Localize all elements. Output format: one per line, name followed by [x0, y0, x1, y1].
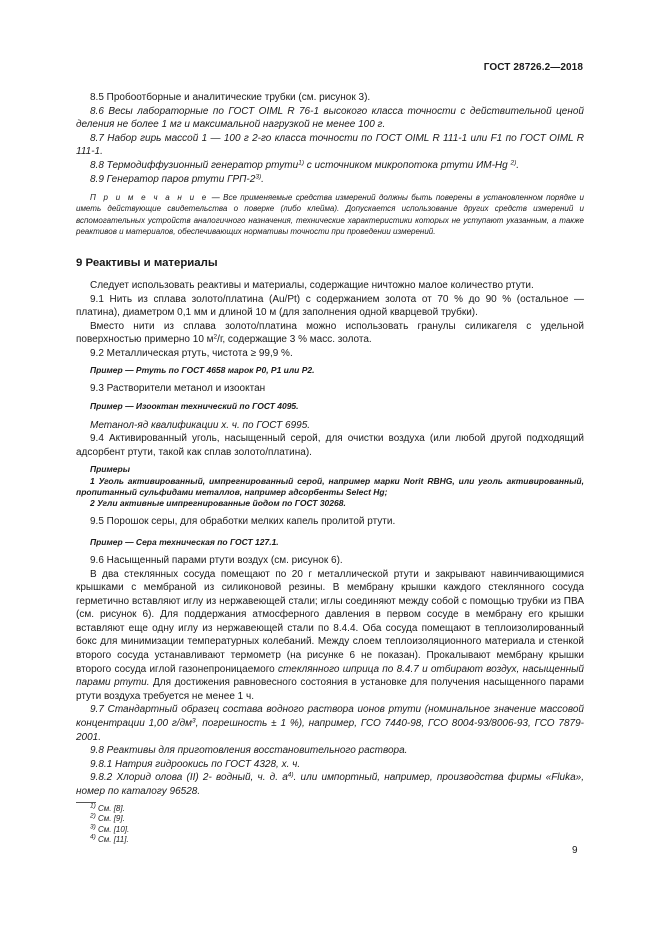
section-heading-9: 9 Реактивы и материалы: [76, 256, 218, 269]
clause-9-6: 9.6 Насыщенный парами ртути воздух (см. рисунок 6).: [90, 554, 343, 566]
footnote-3: $^{3)}$ См. [10].: [90, 823, 130, 834]
note: П р и м е ч а н и е — Все применяемые средства измерений должны быть поверены в установленном порядке и иметь действующие свидетельства о поверке (либо клейма). Допускается использование других средств измерений и вспомогательных устройств аналогичного назначения, технические характеристики которых не уступают указанным, а также реактивов и материалов, обеспечивающих нормативы точности при проведении измерений.: [76, 193, 585, 236]
example-9-4-2: 2 Угли активные импрегнированные йодом по ГОСТ 30268.: [90, 497, 346, 508]
example-9-2: Пример — Ртуть по ГОСТ 4658 марок Р0, Р1 или Р2.: [90, 364, 315, 375]
clause-9-7: 9.7 Стандартный образец состава водного раствора ионов ртути (номинальное значение массовой концентрации 1,00 $г/дм^3$, погрешность ± 1 %), например, ГСО 7440-98, ГСО 8004-93/8006-93, ГСО 7879-2001.: [76, 704, 584, 743]
clause-9-8-1: 9.8.1 Натрия гидроокись по ГОСТ 4328, х. ч.: [90, 758, 301, 770]
example-9-5: Пример — Сера техническая по ГОСТ 127.1.: [90, 536, 279, 547]
clause-8-8: 8.8 Термодиффузионный генератор ртути$^{1)}$ с источником микропотока ртути ИМ-Hg $^{2)}$.: [90, 159, 520, 171]
clause-9-4: 9.4 Активированный уголь, насыщенный серой, для очистки воздуха (или любой другой подходящий адсорбент ртути, такой как сплав золото/платина).: [76, 433, 584, 458]
clause-9-1: 9.1 Нить из сплава золото/платина (Au/Pt) с содержанием золота от 70 % до 90 % (остальное — платина), диаметром 0,1 мм и длиной 10 м (для заполнения одной кварцевой трубки).: [76, 293, 584, 319]
clause-9-2: 9.2 Металлическая ртуть, чистота ≥ 99,9 %.: [90, 347, 293, 359]
clause-8-5: 8.5 Пробоотборные и аналитические трубки (см. рисунок 3).: [90, 92, 371, 103]
section-9-intro: Следует использовать реактивы и материалы, содержащие ничтожно малое количество ртути.: [90, 279, 534, 291]
clause-9-3-methanol: Метанол-яд квалификации х. ч. по ГОСТ 6995.: [90, 419, 311, 431]
clause-8-6: 8.6 Весы лабораторные по ГОСТ OIML R 76-1 высокого класса точности с действительной ценой деления не более 1 мг и максимальной нагрузкой не менее 100 г.: [76, 105, 584, 131]
clause-9-3: 9.3 Растворители метанол и изооктан: [90, 382, 266, 394]
example-9-4-1: 1 Уголь активированный, импрегнированный серой, например марки Norit RBHG, или уголь активированный, пропитанный сульфидами металлов, например адсорбенты Select Hg;: [76, 475, 584, 497]
note-label: П р и м е ч а н и е: [90, 193, 209, 203]
clause-9-1-alt: Вместо нити из сплава золото/платина можно использовать гранулы силикагеля с удельной поверхностью примерно 10 $м^2/г$, содержащие 3 % масс. золота.: [76, 320, 584, 346]
examples-9-4-title: Примеры: [90, 464, 130, 475]
footnote-1: $^{1)}$ См. [8].: [90, 802, 125, 813]
clause-9-6-procedure: В два стеклянных сосуда помещают по 20 г металлической ртути и закрывают навинчивающимися крышками с мембраной из силиконовой резины. В мембрану крышки каждого стеклянного сосуда герметично вставляют иглу из нержавеющей стали; иглы соединяют между собой с помощью трубки из ПВА (см. рисунок 6). Для поддержания атмосферного давления в первом сосуде в мембрану его крышки вставляют еще одну иглу из нержавеющей стали по 8.4.4. Оба сосуда помещают в теплоизолированный бокс для минимизации температурных колебаний. Между слоем теплоизоляционного материала и стенкой второго сосуда устанавливают термометр (на рисунке 6 не показан). Прокалывают мембрану крышки второго сосуда иглой газонепроницаемого стеклянного шприца по 8.4.7 и отбирают воздух, насыщенный парами ртути. Для достижения равновесного состояния в установке для получения насыщенного парами ртути воздуха требуется не менее 1 ч.: [76, 568, 585, 702]
clause-8-9: 8.9 Генератор паров ртути ГРП-2$^{3)}$.: [90, 173, 264, 185]
clause-9-8: 9.8 Реактивы для приготовления восстановительного раствора.: [90, 745, 408, 757]
clause-9-5: 9.5 Порошок серы, для обработки мелких капель пролитой ртути.: [90, 516, 396, 528]
clause-9-8-2: 9.8.2 Хлорид олова (II) 2- водный, ч. д. $а^{4)}$. или импортный, например, производства фирмы «Fluka», номер по каталогу 96528.: [76, 771, 584, 798]
footnote-4: $^{4)}$ См. [11].: [90, 833, 129, 845]
document-body: [76, 91, 584, 846]
page-number: 9: [572, 845, 578, 856]
example-9-3: Пример — Изооктан технический по ГОСТ 4095.: [90, 401, 299, 412]
footnote-2: $^{2)}$ См. [9].: [90, 812, 125, 824]
standard-header: ГОСТ 28726.2—2018: [483, 62, 583, 73]
clause-8-7: 8.7 Набор гирь массой 1 — 100 г 2-го класса точности по ГОСТ OIML R 111-1 или F1 по ГОСТ OIML R 111-1.: [76, 132, 584, 158]
